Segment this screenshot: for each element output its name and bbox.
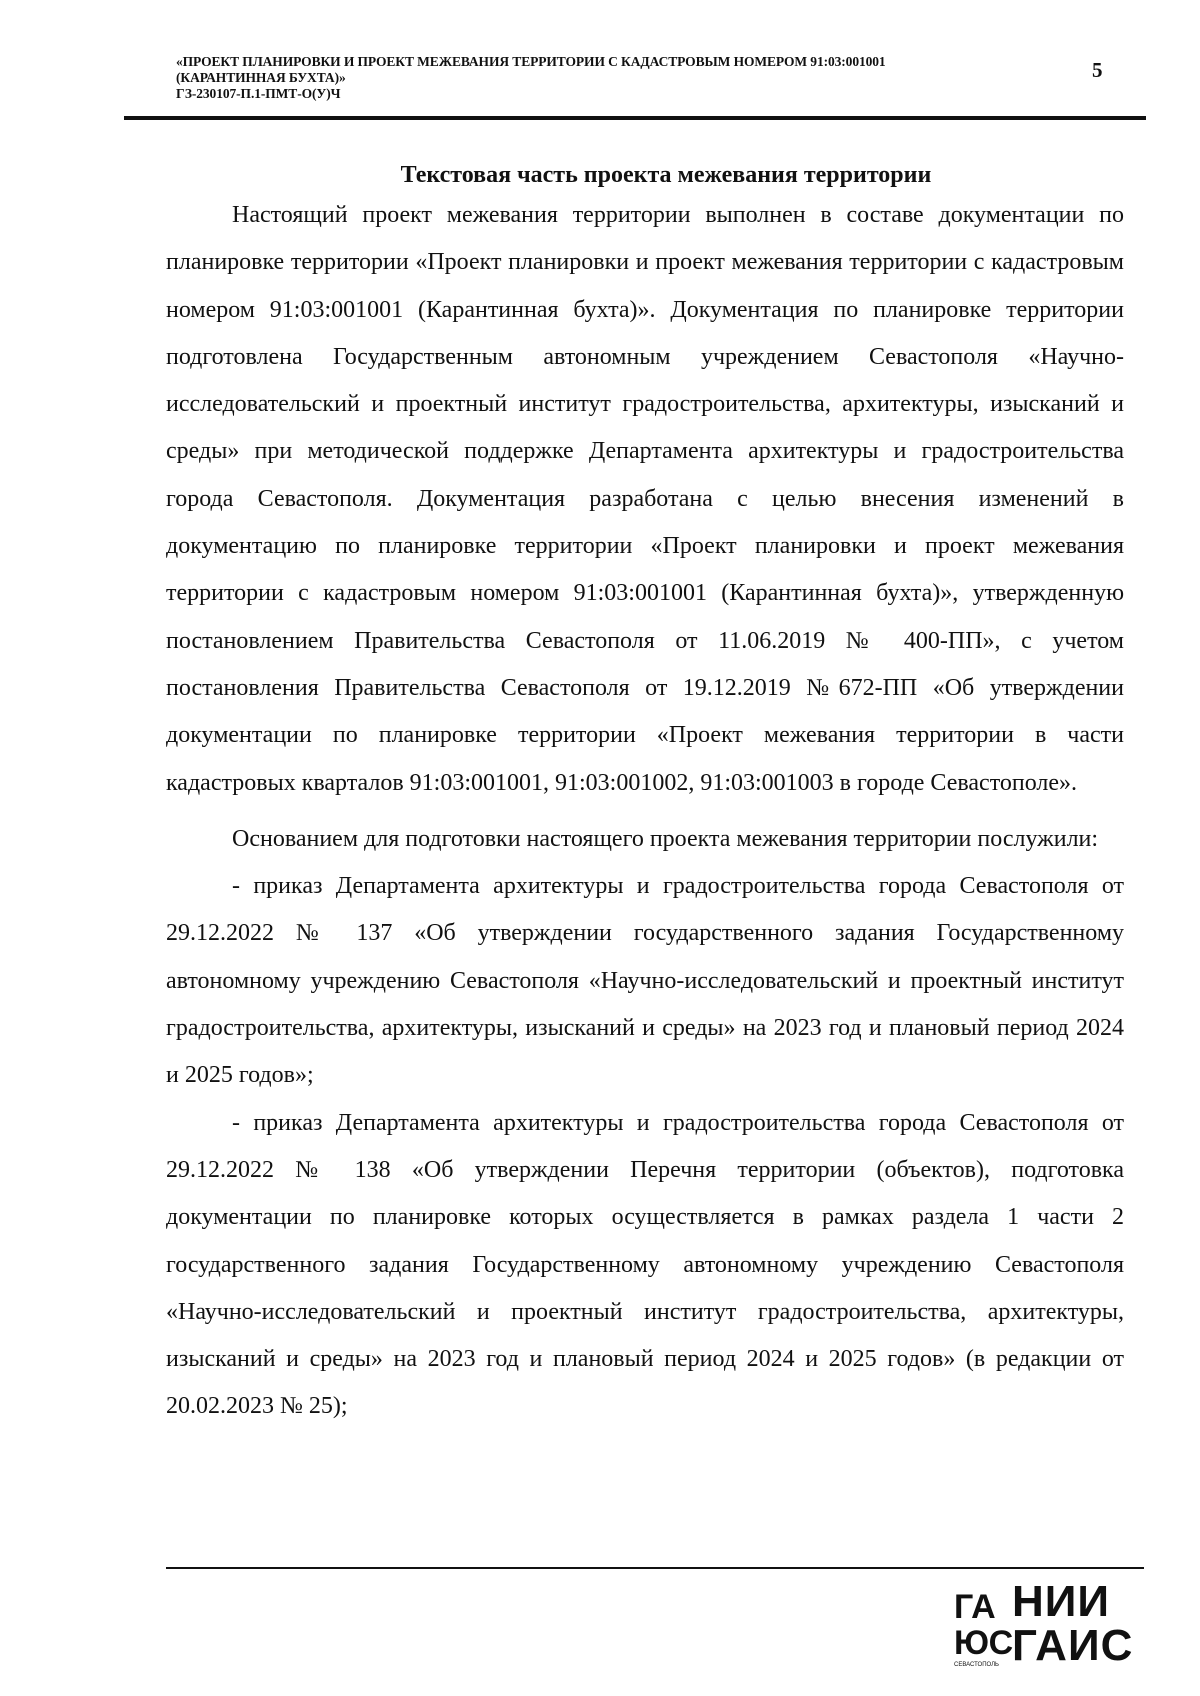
logo-wordmark	[1012, 1577, 1134, 1670]
logo-wordmark-line2: ГАИС	[1012, 1621, 1134, 1670]
list-item-order-137: - приказ Департамента архитектуры и градостроительства города Севастополя от 29.12.2022 № 137 «Об утверждении государственного задания Государственному автономному учреждению Севастополя «Научно-исследовательский и проектный институт градостроительства, архитектуры, изысканий и среды» на 2023 год и плановый период 2024 и 2025 годов»;	[166, 873, 1124, 1089]
section-title: Текстовая часть проекта межевания территории	[400, 162, 932, 188]
logo-mark-top: ГА	[954, 1588, 996, 1626]
list-item-order-138: - приказ Департамента архитектуры и градостроительства города Севастополя от 29.12.2022 № 138 «Об утверждении Перечня территории (объектов), подготовка документации по планировке которых осуществляется в рамках раздела 1 части 2 государственного задания Государственному автономному учреждению Севастополя «Научно-исследовательский и проектный институт градостроительства, архитектуры, изысканий и среды» на 2023 год и плановый период 2024 и 2025 годов» (в редакции от 20.02.2023 № 25);	[166, 1109, 1124, 1420]
paragraph-intro: Настоящий проект межевания территории выполнен в составе документации по планировке территории «Проект планировки и проект межевания территории с кадастровым номером 91:03:001001 (Карантинная бухта)». Документация по планировке территории подготовлена Государственным автономным учреждением Севастополя «Научно-исследовательский и проектный институт градостроительства, архитектуры, изысканий и среды» при методической поддержке Департамента архитектуры и градостроительства города Севастополя. Документация разработана с целью внесения изменений в документацию по планировке территории «Проект планировки и проект межевания территории с кадастровым номером 91:03:001001 (Карантинная бухта)», утвержденную постановлением Правительства Севастополя от 11.06.2019 № 400-ПП», с учетом постановления Правительства Севастополя от 19.12.2019 №672-ПП «Об утверждении документации по планировке территории «Проект межевания территории в части кадастровых кварталов 91:03:001001, 91:03:001002, 91:03:001003 в городе Севастополе».	[166, 202, 1124, 796]
header-project-title: «ПРОЕКТ ПЛАНИРОВКИ И ПРОЕКТ МЕЖЕВАНИЯ ТЕРРИТОРИИ С КАДАСТРОВЫМ НОМЕРОМ 91:03:001001	[176, 54, 886, 69]
running-header	[176, 54, 1056, 102]
header-document-code: ГЗ-230107-П.1-ПМТ-О(У)Ч	[176, 86, 341, 101]
niigais-logo	[952, 1577, 1148, 1674]
header-project-subtitle: (КАРАНТИННАЯ БУХТА)»	[176, 70, 346, 85]
footer-divider	[166, 1567, 1144, 1569]
header-divider	[124, 116, 1146, 120]
logo-wordmark-line1: НИИ	[1012, 1577, 1111, 1626]
document-body	[166, 192, 1124, 1431]
logo-mark-caption: СЕВАСТОПОЛЬ	[954, 1662, 999, 1668]
page-number: 5	[1092, 58, 1103, 82]
logo-mark-bottom: ЮС	[954, 1624, 1014, 1662]
paragraph-basis: Основанием для подготовки настоящего проекта межевания территории послужили:	[232, 825, 1099, 852]
